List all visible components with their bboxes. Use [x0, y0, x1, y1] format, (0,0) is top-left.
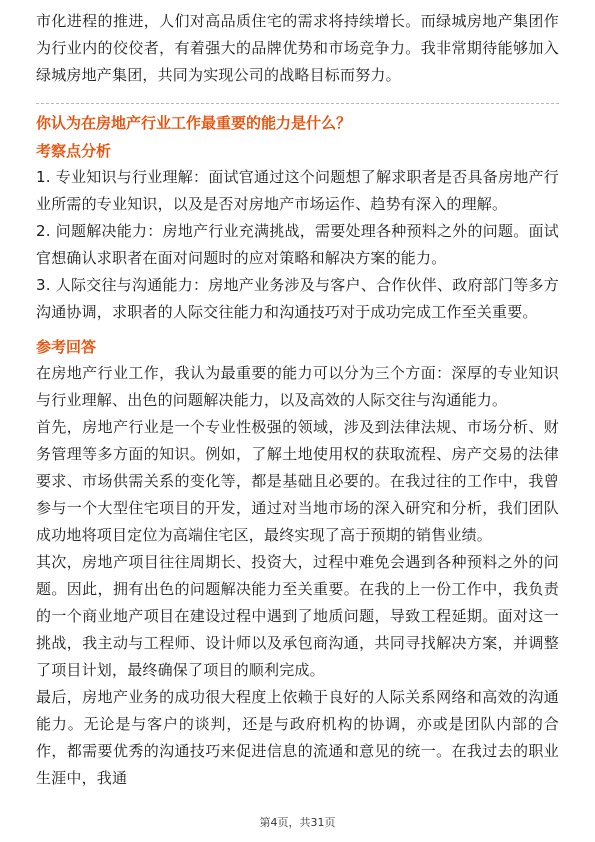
reference-paragraph-1: 在房地产行业工作，我认为最重要的能力可以分为三个方面：深厚的专业知识与行业理解、出色的问题解决能力，以及高效的人际交往与沟通能力。 — [36, 364, 559, 409]
analysis-item-2: 2. 问题解决能力：房地产行业充满挑战，需要处理各种预料之外的问题。面试官想确认求职者在面对问题时的应对策略和解决方案的能力。 — [36, 222, 559, 267]
section-divider — [36, 103, 559, 104]
reference-paragraph-3: 其次，房地产项目往往周期长、投资大，过程中难免会遇到各种预料之外的问题。因此，拥有出色的问题解决能力至关重要。在我的上一份工作中，我负责的一个商业地产项目在建设过程中遇到了地质问题，导致工程延期。面对这一挑战，我主动与工程师、设计师以及承包商沟通，共同寻找解决方案，并调整了项目计划，最终确保了项目的顺利完成。 — [36, 553, 559, 679]
page-number: 第4页，共31页 — [259, 816, 336, 829]
analysis-item-1: 1. 专业知识与行业理解：面试官通过这个问题想了解求职者是否具备房地产行业所需的专业知识，以及是否对房地产市场运作、趋势有深入的理解。 — [36, 168, 559, 213]
list-item — [36, 218, 559, 272]
interview-question: 你认为在房地产行业工作最重要的能力是什么？ — [36, 114, 352, 132]
list-item — [36, 164, 559, 218]
analysis-list — [36, 164, 559, 326]
analysis-heading: 考察点分析 — [36, 142, 112, 160]
analysis-item-3: 3. 人际交往与沟通能力：房地产业务涉及与客户、合作伙伴、政府部门等多方沟通协调，求职者的人际交往能力和沟通技巧对于成功完成工作至关重要。 — [36, 276, 559, 321]
reference-heading: 参考回答 — [36, 338, 97, 356]
reference-paragraph-2: 首先，房地产行业是一个专业性极强的领域，涉及到法律法规、市场分析、财务管理等多方面的知识。例如，了解土地使用权的获取流程、房产交易的法律要求、市场供需关系的变化等，都是基础且必要的。在我过往的工作中，我曾参与一个大型住宅项目的开发，通过对当地市场的深入研究和分析，我们团队成功地将项目定位为高端住宅区，最终实现了高于预期的销售业绩。 — [36, 418, 559, 544]
reference-paragraph-4: 最后，房地产业务的成功很大程度上依赖于良好的人际关系网络和高效的沟通能力。无论是与客户的谈判，还是与政府机构的协调，亦或是团队内部的合作，都需要优秀的沟通技巧来促进信息的流通和意见的统一。在我过去的职业生涯中，我通 — [36, 688, 559, 787]
reference-block — [36, 334, 559, 792]
list-item — [36, 272, 559, 326]
intro-paragraph: 市化进程的推进，人们对高品质住宅的需求将持续增长。而绿城房地产集团作为行业内的佼佼者，有着强大的品牌优势和市场竞争力。我非常期待能够加入绿城房地产集团，共同为实现公司的战略目标而努力。 — [36, 12, 559, 84]
document-page — [36, 8, 559, 792]
